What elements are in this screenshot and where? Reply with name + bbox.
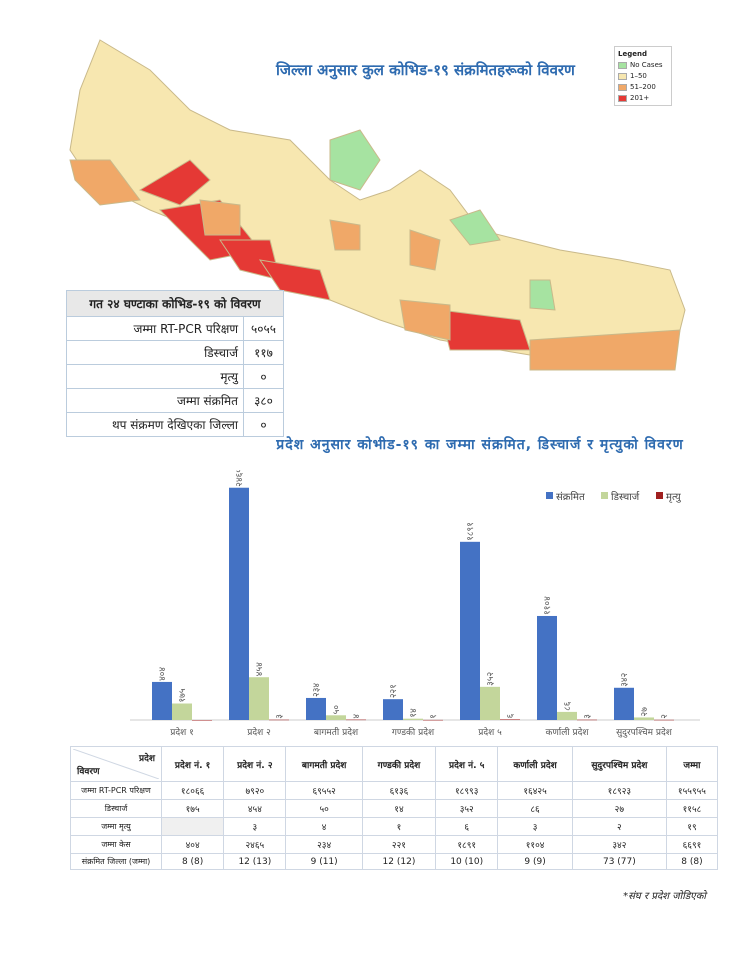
bar-2-0	[192, 720, 212, 721]
table-cell: 73 (77)	[572, 854, 666, 870]
table-row	[71, 818, 718, 836]
legend-label: No Cases	[630, 61, 663, 69]
bar-1-4	[480, 687, 500, 720]
table-header: सुदुरपश्चिम प्रदेश	[572, 747, 666, 782]
table-cell: ३	[224, 818, 286, 836]
category-label: गण्डकी प्रदेश	[391, 728, 435, 738]
table-cell: १८०६६	[162, 782, 224, 800]
legend-item	[618, 72, 668, 80]
legend-swatch	[618, 95, 627, 102]
row-label: संक्रमित जिल्ला (जम्मा)	[71, 854, 162, 870]
table-cell	[162, 818, 224, 836]
table-cell: ५०	[286, 800, 362, 818]
chart-title: प्रदेश अनुसार कोभीड-१९ का जम्मा संक्रमित, डिस्चार्ज र मृत्युको विवरण	[276, 437, 684, 453]
bar-1-1	[249, 677, 269, 720]
legend-swatch	[618, 84, 627, 91]
bar-chart	[60, 470, 740, 750]
stats-label: डिस्चार्ज	[67, 341, 244, 365]
data-label: २७	[640, 707, 650, 717]
data-label: २३४	[312, 682, 322, 697]
table-cell: 9 (9)	[498, 854, 572, 870]
legend-swatch	[656, 492, 663, 499]
data-label: ६	[506, 713, 516, 719]
data-label: ३४२	[620, 672, 630, 687]
legend-item	[618, 83, 668, 91]
map-legend	[614, 46, 672, 106]
data-label: ३	[275, 714, 285, 719]
data-label: १७५	[178, 688, 188, 703]
stats-label: जम्मा संक्रमित	[67, 389, 244, 413]
stats-label: जम्मा RT-PCR परिक्षण	[67, 317, 244, 341]
table-cell: २४६५	[224, 836, 286, 854]
table-cell: ७९२०	[224, 782, 286, 800]
stats-value: ०	[244, 365, 284, 389]
legend-swatch	[546, 492, 553, 499]
category-label: प्रदेश १	[170, 728, 194, 738]
table-header: जम्मा	[666, 747, 717, 782]
row-label: जम्मा केस	[71, 836, 162, 854]
table-cell: २७	[572, 800, 666, 818]
bar-0-2	[306, 698, 326, 720]
row-label: जम्मा मृत्यु	[71, 818, 162, 836]
data-label: २२१	[389, 684, 399, 699]
bar-chart-svg	[60, 470, 740, 750]
table-header: प्रदेश नं. २	[224, 747, 286, 782]
legend-label: संक्रमित	[556, 492, 585, 503]
bar-0-1	[229, 488, 249, 720]
legend-swatch	[618, 62, 627, 69]
table-cell: २	[572, 818, 666, 836]
table-header: गण्डकी प्रदेश	[362, 747, 435, 782]
legend-swatch	[618, 73, 627, 80]
bar-1-5	[557, 712, 577, 720]
table-cell: 8 (8)	[162, 854, 224, 870]
table-cell: १८९२३	[572, 782, 666, 800]
data-label: १४	[409, 708, 419, 718]
data-label: १८९१	[466, 522, 476, 541]
footnote: *संघ र प्रदेश जोडिएको	[623, 891, 706, 902]
table-header: प्रदेश नं. ५	[436, 747, 498, 782]
table-cell: २२१	[362, 836, 435, 854]
data-label: ८६	[563, 701, 573, 711]
bar-2-6	[654, 720, 674, 721]
bar-1-3	[403, 719, 423, 720]
data-label: ४०४	[158, 666, 168, 681]
bar-0-0	[152, 682, 172, 720]
table-cell: 9 (11)	[286, 854, 362, 870]
table-cell: ३४२	[572, 836, 666, 854]
table-cell: 10 (10)	[436, 854, 498, 870]
table-corner	[71, 747, 162, 782]
data-label: १	[429, 714, 439, 719]
bar-2-4	[500, 719, 520, 720]
bar-1-6	[634, 717, 654, 720]
bar-2-5	[577, 720, 597, 721]
table-row	[71, 836, 718, 854]
table-cell: ३५२	[436, 800, 498, 818]
table-cell: १७५	[162, 800, 224, 818]
table-cell: ३	[498, 818, 572, 836]
table-cell: 12 (13)	[224, 854, 286, 870]
table-cell: 12 (12)	[362, 854, 435, 870]
table-cell: ४०४	[162, 836, 224, 854]
data-label: ४५४	[255, 662, 265, 677]
category-label: प्रदेश २	[247, 728, 271, 738]
bar-1-2	[326, 715, 346, 720]
table-header: कर्णाली प्रदेश	[498, 747, 572, 782]
map-title: जिल्ला अनुसार कुल कोभिड-१९ संक्रमितहरूको विवरण	[276, 61, 575, 79]
table-cell: २३४	[286, 836, 362, 854]
stats-row	[67, 341, 284, 365]
legend-label: डिस्चार्ज	[611, 492, 640, 503]
legend-item	[618, 94, 668, 102]
district-51-200	[400, 300, 450, 340]
table-header: प्रदेश नं. १	[162, 747, 224, 782]
stats-row	[67, 317, 284, 341]
bar-0-6	[614, 688, 634, 720]
legend-item	[618, 61, 668, 69]
province-table	[70, 746, 718, 870]
category-label: प्रदेश ५	[478, 728, 502, 738]
data-label: २४६५	[235, 470, 245, 487]
stats-title: गत २४ घण्टाका कोभिड-१९ को विवरण	[67, 291, 284, 317]
row-label: डिस्चार्ज	[71, 800, 162, 818]
table-cell: १९	[666, 818, 717, 836]
table-cell: १	[362, 818, 435, 836]
legend-label: 1–50	[630, 72, 647, 80]
bar-2-2	[346, 720, 366, 721]
legend-label: 51–200	[630, 83, 656, 91]
category-label: बागमती प्रदेश	[313, 728, 359, 738]
stats-value: ०	[244, 413, 284, 437]
table-cell: ६६९१	[666, 836, 717, 854]
legend-label: मृत्यु	[666, 492, 681, 503]
table-cell: ८६	[498, 800, 572, 818]
legend-label: 201+	[630, 94, 650, 102]
data-label: ३	[583, 714, 593, 719]
district-no-cases	[530, 280, 555, 310]
corner-bottom-label: विवरण	[77, 767, 100, 777]
category-label: कर्णाली प्रदेश	[545, 728, 589, 738]
table-cell: १५५९५५	[666, 782, 717, 800]
bar-0-5	[537, 616, 557, 720]
table-row	[71, 854, 718, 870]
data-label: ४	[352, 713, 362, 719]
daily-stats-table	[66, 290, 284, 437]
data-label: २	[660, 714, 670, 719]
bar-2-3	[423, 720, 443, 721]
table-row	[71, 782, 718, 800]
district-51-200	[200, 200, 240, 235]
corner-top-label: प्रदेश	[138, 754, 155, 764]
data-label: ५०	[332, 704, 342, 715]
legend-title: Legend	[618, 50, 647, 58]
stats-label: मृत्यु	[67, 365, 244, 389]
stats-value: ५०५५	[244, 317, 284, 341]
bar-0-3	[383, 699, 403, 720]
table-header: बागमती प्रदेश	[286, 747, 362, 782]
district-no-cases	[330, 130, 380, 190]
data-label: ३५२	[486, 671, 496, 686]
data-label: ११०४	[543, 596, 553, 615]
stats-row	[67, 389, 284, 413]
stats-label: थप संक्रमण देखिएका जिल्ला	[67, 413, 244, 437]
table-cell: ४	[286, 818, 362, 836]
table-cell: ६९५५२	[286, 782, 362, 800]
table-cell: ४५४	[224, 800, 286, 818]
table-cell: 8 (8)	[666, 854, 717, 870]
table-cell: ११५८	[666, 800, 717, 818]
stats-value: ३८०	[244, 389, 284, 413]
stats-row	[67, 365, 284, 389]
category-label: सुदुरपश्चिम प्रदेश	[616, 728, 672, 738]
table-cell: १४	[362, 800, 435, 818]
table-cell: १८९९३	[436, 782, 498, 800]
stats-value: ११७	[244, 341, 284, 365]
table-cell: ६१३६	[362, 782, 435, 800]
table-cell: १६४२५	[498, 782, 572, 800]
bar-0-4	[460, 542, 480, 720]
legend-swatch	[601, 492, 608, 499]
table-cell: ६	[436, 818, 498, 836]
table-cell: ११०४	[498, 836, 572, 854]
row-label: जम्मा RT-PCR परिक्षण	[71, 782, 162, 800]
table-cell: १८९१	[436, 836, 498, 854]
stats-row	[67, 413, 284, 437]
district-51-200	[330, 220, 360, 250]
table-row	[71, 800, 718, 818]
bar-1-0	[172, 704, 192, 720]
bar-2-1	[269, 720, 289, 721]
